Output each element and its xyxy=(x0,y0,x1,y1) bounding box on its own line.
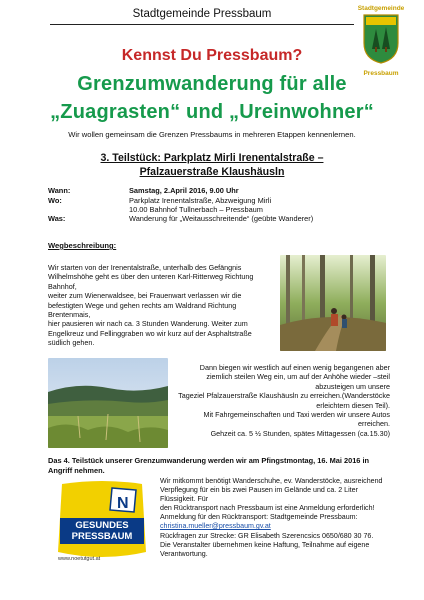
forest-hikers-photo xyxy=(280,255,386,351)
landscape-photo xyxy=(48,358,168,448)
route-line: Mit Fahrgemeinschaften und Taxi werden wir unsere Autos xyxy=(203,410,390,420)
logo-url: www.noetutgut.at xyxy=(58,556,101,562)
route-line: südlich gehen. xyxy=(48,338,95,348)
route-paragraph-2 xyxy=(168,363,390,438)
route-line: Brentenmais, xyxy=(48,310,91,320)
contact-line: Die Veranstalter übernehmen keine Haftung, Teilnahme auf eigene xyxy=(160,540,370,549)
contact-line: Anmeldung für den Rücktransport: Stadtgemeinde Pressbaum: xyxy=(160,513,358,522)
route-line: Bahnhof, xyxy=(48,281,77,291)
route-line: befestigten Wege und gehen rechts am Waldrand Richtung xyxy=(48,300,237,310)
route-line: Wilhelmshöhe geht es über den unteren Karl-Ritterweg Richtung xyxy=(48,272,254,282)
logo-text-1: GESUNDES xyxy=(75,520,129,531)
route-line: abzusteigen um unsere xyxy=(315,381,390,391)
contact-line: Verpflegung für ein bis zwei Pausen im Gelände und ca. 2 Liter Flüssigkeit. Für xyxy=(160,486,358,504)
next-stage-note: Das 4. Teilstück unserer Grenzumwanderung werden wir am Pfingstmontag, 16. Mai 2016 in Angriff nehmen. xyxy=(48,456,370,475)
gesundes-pressbaum-logo xyxy=(54,478,150,570)
section-title-line1: 3. Teilstück: Parkplatz Mirli Irenentalstraße – xyxy=(100,152,324,164)
route-line: Engelkreuz und Fellinggraben wo wir kurz auf der Asphaltstraße xyxy=(48,328,252,338)
municipality-name: Stadtgemeinde Pressbaum xyxy=(132,8,272,20)
route-line: Wir starten von der Irenentalstraße, unterhalb des Gefängnis xyxy=(48,263,242,272)
logo-text-2: PRESSBAUM xyxy=(71,531,133,542)
municipality-header xyxy=(50,6,354,25)
contact-line: Rückfragen zur Strecke: GR Elisabeth Szerencsics 0650/680 30 76. xyxy=(160,531,374,540)
contact-line: Wir mitkommt benötigt Wanderschuhe, ev. Wanderstöcke, ausreichend xyxy=(160,477,383,485)
kicker-title: Kennst Du Pressbaum? xyxy=(121,47,303,64)
contact-email-link[interactable]: christina.mueller@pressbaum.gv.at xyxy=(160,522,271,531)
main-title: Grenzumwanderung für alle xyxy=(77,73,347,95)
route-paragraph-1 xyxy=(48,263,288,348)
contact-info xyxy=(160,477,392,559)
route-line: ziemlich steilen Weg ein, um auf der Anhöhe wieder –steil xyxy=(206,372,390,382)
info-value: Parkplatz Irenentalstraße, Abzweigung Mirli xyxy=(129,196,272,205)
info-value: Wanderung für „Weitausschreitende“ (geübte Wanderer) xyxy=(129,214,314,223)
route-line: Gehzeit ca. 5 ½ Stunden, spätes Mittagessen (ca.15.30) xyxy=(210,428,390,438)
route-line: erreichen. xyxy=(358,419,390,429)
info-label: Wann: xyxy=(48,186,71,195)
sub-title: „Zuagrasten“ und „Ureinwohner“ xyxy=(50,101,374,123)
info-label: Was: xyxy=(48,214,66,223)
crest-bottom-text: Pressbaum xyxy=(363,70,399,77)
info-row-when xyxy=(48,186,388,196)
intro-text: Wir wollen gemeinsam die Grenzen Pressbaums in mehreren Etappen kennenlernen. xyxy=(68,130,356,139)
route-line: hier pausieren wir nach ca. 3 Stunden Wanderung. Weiter zum xyxy=(48,319,248,329)
route-line: erleichtern diesen Teil). xyxy=(316,400,390,410)
svg-text:N: N xyxy=(117,495,129,512)
info-label: Wo: xyxy=(48,196,62,205)
info-row-what xyxy=(48,214,388,224)
route-heading: Wegbeschreibung: xyxy=(48,241,117,250)
route-line: Tageziel Pfalzauerstraße Klaushäusln zu erreichen.(Wanderstöcke xyxy=(178,391,390,401)
route-line: weiter zum Wienerwaldsee, bei Frauenwart verlassen wir die xyxy=(48,291,242,301)
contact-line: Verantwortung. xyxy=(160,549,208,558)
route-line: Dann biegen wir westlich auf einen wenig begangenen aber xyxy=(199,363,390,372)
contact-line: den Rücktransport nach Pressbaum ist eine Anmeldung erforderlich! xyxy=(160,504,375,513)
info-value: Samstag, 2.April 2016, 9.00 Uhr xyxy=(129,186,239,195)
crest-top-text: Stadtgemeinde xyxy=(357,5,405,12)
section-title-line2: Pfalzauerstraße Klaushäusln xyxy=(139,166,285,178)
info-value: 10.00 Bahnhof Tullnerbach – Pressbaum xyxy=(129,205,263,214)
